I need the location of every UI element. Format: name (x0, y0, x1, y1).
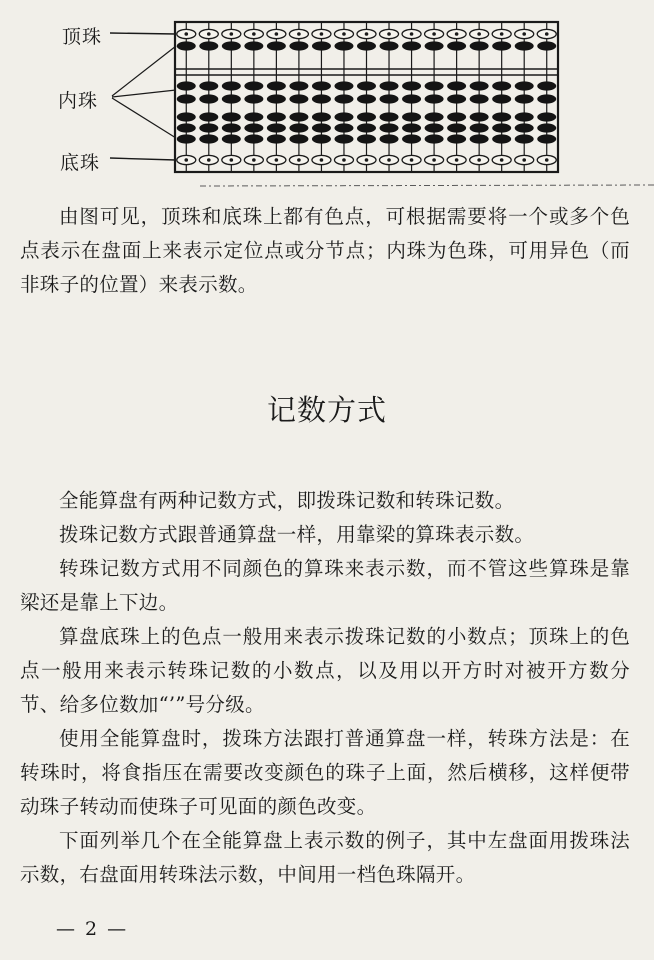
inner-bead (357, 134, 376, 143)
bottom-bead-dot (365, 158, 369, 162)
inner-bead (289, 81, 308, 90)
inner-bead (425, 94, 444, 103)
bottom-bead-dot (275, 158, 279, 162)
inner-bead (177, 134, 196, 143)
inner-bead (289, 123, 308, 132)
label-inner-bead: 内珠 (58, 90, 99, 112)
figure-separator (200, 185, 654, 186)
inner-bead (470, 112, 489, 121)
label-bottom-bead: 底珠 (60, 152, 101, 174)
bottom-bead-dot (252, 158, 256, 162)
inner-bead (244, 112, 263, 121)
bottom-bead-dot (207, 158, 211, 162)
inner-bead (267, 81, 286, 90)
top-bead-dot (207, 32, 211, 36)
inner-bead (492, 81, 511, 90)
bottom-bead-dot (184, 158, 188, 162)
inner-bead (199, 112, 218, 121)
top-bead-dot (387, 32, 391, 36)
inner-bead (289, 134, 308, 143)
inner-bead (515, 134, 534, 143)
inner-bead (470, 134, 489, 143)
inner-bead (380, 94, 399, 103)
inner-bead (177, 81, 196, 90)
inner-bead (402, 134, 421, 143)
top-bead-dot (365, 32, 369, 36)
inner-bead (199, 123, 218, 132)
inner-bead (425, 112, 444, 121)
inner-bead (447, 112, 466, 121)
inner-bead (334, 112, 353, 121)
bottom-bead-dot (387, 158, 391, 162)
paragraph-6: 下面列举几个在全能算盘上表示数的例子，其中左盘面用拨珠法示数，右盘面用转珠法示数，中间用一档色珠隔开。 (20, 829, 630, 886)
inner-bead (402, 94, 421, 103)
inner-bead (425, 41, 444, 50)
inner-bead (515, 112, 534, 121)
top-bead-dot (500, 32, 504, 36)
bottom-bead-dot (320, 158, 324, 162)
bottom-bead-dot (455, 158, 459, 162)
inner-bead (537, 81, 556, 90)
inner-bead (267, 94, 286, 103)
intro-paragraph: 由图可见，顶珠和底珠上都有色点，可根据需要将一个或多个色点表示在盘面上来表示定位点或分节点；内珠为色珠，可用异色（而非珠子的位置）来表示数。 (20, 205, 630, 296)
inner-bead (267, 41, 286, 50)
top-bead-dot (230, 32, 234, 36)
inner-bead (492, 134, 511, 143)
bottom-bead-dot (545, 158, 549, 162)
top-bead-dot (455, 32, 459, 36)
inner-bead (199, 94, 218, 103)
inner-bead (334, 41, 353, 50)
top-bead-dot (184, 32, 188, 36)
paragraph-5: 使用全能算盘时，拨珠方法跟打普通算盘一样，转珠方法是：在转珠时，将食指压在需要改变颜色的珠子上面，然后横移，这样便带动珠子转动而使珠子可见面的颜色改变。 (20, 727, 630, 818)
inner-bead (289, 94, 308, 103)
top-bead-dot (432, 32, 436, 36)
paragraph-1: 全能算盘有两种记数方式，即拨珠记数和转珠记数。 (59, 489, 515, 512)
inner-bead (380, 123, 399, 132)
inner-bead (199, 81, 218, 90)
inner-bead (222, 134, 241, 143)
inner-bead (492, 112, 511, 121)
inner-bead (357, 41, 376, 50)
inner-bead (244, 94, 263, 103)
inner-bead (537, 41, 556, 50)
bottom-bead-dot (230, 158, 234, 162)
top-bead-dot (410, 32, 414, 36)
inner-bead (244, 134, 263, 143)
abacus-figure (0, 0, 654, 195)
inner-bead (537, 112, 556, 121)
top-bead-dot (522, 32, 526, 36)
inner-bead (244, 123, 263, 132)
bottom-bead-dot (410, 158, 414, 162)
inner-bead (515, 123, 534, 132)
inner-bead (380, 112, 399, 121)
bottom-bead-dot (297, 158, 301, 162)
label-top-bead: 顶珠 (62, 26, 103, 48)
top-bead-dot (320, 32, 324, 36)
inner-bead (244, 41, 263, 50)
inner-bead (334, 134, 353, 143)
inner-bead (222, 94, 241, 103)
bottom-bead-dot (432, 158, 436, 162)
inner-bead (470, 123, 489, 132)
inner-bead (447, 134, 466, 143)
inner-bead (380, 81, 399, 90)
inner-bead (470, 41, 489, 50)
inner-bead (177, 123, 196, 132)
inner-bead (515, 94, 534, 103)
inner-bead (492, 94, 511, 103)
inner-bead (357, 94, 376, 103)
inner-bead (402, 123, 421, 132)
inner-bead (334, 94, 353, 103)
inner-bead (267, 112, 286, 121)
inner-bead (177, 41, 196, 50)
leader-line-top (110, 33, 176, 34)
inner-bead (312, 134, 331, 143)
leader-line-inner (112, 46, 176, 96)
inner-bead (402, 112, 421, 121)
inner-bead (537, 123, 556, 132)
inner-bead (357, 112, 376, 121)
inner-bead (537, 134, 556, 143)
inner-bead (267, 134, 286, 143)
inner-bead (312, 81, 331, 90)
inner-bead (447, 81, 466, 90)
inner-bead (515, 41, 534, 50)
inner-bead (402, 81, 421, 90)
inner-bead (425, 134, 444, 143)
inner-bead (380, 134, 399, 143)
paragraph-2: 拨珠记数方式跟普通算盘一样，用靠梁的算珠表示数。 (59, 523, 535, 546)
inner-bead (289, 112, 308, 121)
top-bead-dot (342, 32, 346, 36)
bottom-bead-dot (342, 158, 346, 162)
inner-bead (447, 94, 466, 103)
inner-bead (222, 123, 241, 132)
inner-bead (177, 112, 196, 121)
inner-bead (537, 94, 556, 103)
inner-bead (492, 41, 511, 50)
abacus-drawing (0, 0, 654, 195)
leader-line-inner (112, 98, 176, 138)
inner-bead (199, 134, 218, 143)
inner-bead (267, 123, 286, 132)
inner-bead (222, 81, 241, 90)
top-bead-dot (297, 32, 301, 36)
section-title: 记数方式 (266, 393, 387, 427)
inner-bead (470, 94, 489, 103)
bottom-bead-dot (477, 158, 481, 162)
bottom-bead-dot (522, 158, 526, 162)
inner-bead (222, 41, 241, 50)
paragraph-4: 算盘底珠上的色点一般用来表示拨珠记数的小数点；顶珠上的色点一般用来表示转珠记数的小数点，以及用以开方时对被开方数分节、给多位数加“’”号分级。 (20, 625, 630, 716)
inner-bead (244, 81, 263, 90)
inner-bead (447, 41, 466, 50)
inner-bead (199, 41, 218, 50)
inner-bead (447, 123, 466, 132)
inner-bead (492, 123, 511, 132)
leader-line-inner (112, 90, 176, 97)
inner-bead (380, 41, 399, 50)
inner-bead (177, 94, 196, 103)
inner-bead (357, 123, 376, 132)
inner-bead (425, 81, 444, 90)
inner-bead (312, 41, 331, 50)
inner-bead (470, 81, 489, 90)
inner-bead (334, 81, 353, 90)
top-bead-dot (275, 32, 279, 36)
leader-line-bottom (110, 158, 176, 160)
inner-bead (515, 81, 534, 90)
bottom-bead-dot (500, 158, 504, 162)
inner-bead (222, 112, 241, 121)
paragraph-3: 转珠记数方式用不同颜色的算珠来表示数，而不管这些算珠是靠梁还是靠上下边。 (20, 557, 630, 614)
top-bead-dot (252, 32, 256, 36)
inner-bead (357, 81, 376, 90)
inner-bead (312, 123, 331, 132)
inner-bead (425, 123, 444, 132)
top-bead-dot (477, 32, 481, 36)
inner-bead (289, 41, 308, 50)
inner-bead (334, 123, 353, 132)
inner-bead (312, 94, 331, 103)
page-number: — 2 — (56, 918, 129, 940)
inner-bead (312, 112, 331, 121)
inner-bead (402, 41, 421, 50)
top-bead-dot (545, 32, 549, 36)
